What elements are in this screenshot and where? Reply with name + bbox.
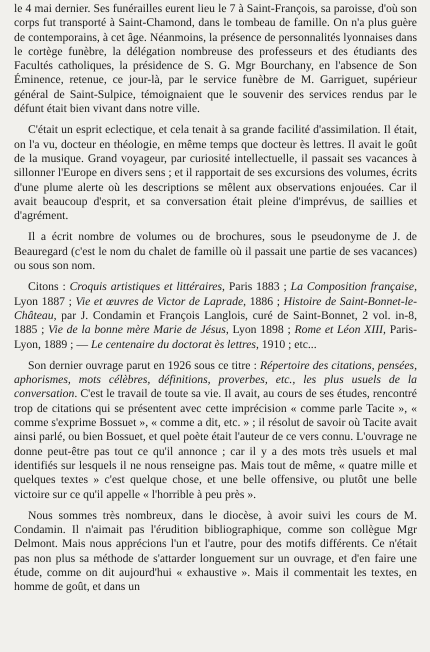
- text-run: , Paris 1883 ;: [222, 280, 291, 294]
- italic-title: Le centenaire du doctorat ès lettres: [90, 337, 256, 351]
- text-run: Il a écrit nombre de volumes ou de brochures, sous le pseudonyme de J. de Beauregard (c'est le nom du chalet de famille où il passait une partie de ses vacances) ou sous son nom.: [14, 230, 417, 273]
- paragraph-p1: [14, 2, 417, 116]
- italic-title: Vie de la bonne mère Marie de Jésus: [48, 323, 226, 337]
- text-run: , Lyon 1898 ;: [225, 323, 295, 337]
- text-run: Nous sommes très nombreux, dans le diocèse, à avoir suivi les cours de M. Condamin. Il n'aimait pas l'érudition bibliographique, comme son collègue Mgr Delmont. Mais nous apprécions l'un et l'autre, pour des motifs différents. Ce n'était pas non plus sa méthode de s'attarder longuement sur un ouvrage, et d'en faire une étude, comme on dit aujourd'hui « exhaustive ». Mais il commentait les textes, en homme de goût, et dans un: [14, 508, 417, 594]
- paragraph-p5: [14, 359, 417, 502]
- text-run: , Lyon 1887 ;: [14, 280, 417, 308]
- italic-title: La Composition française: [290, 280, 415, 294]
- text-run: C'était un esprit eclectique, et cela tenait à sa grande facilité d'assimilation. Il était, on l'a vu, docteur en théologie, en même temps que docteur ès lettres. Il avait le goût de la musique. Grand voyageur, par curiosité intellectuelle, il passait ses vacances à sillonner l'Europe en divers sens ; et il rapportait de ses excursions des volumes, écrits d'une plume alerte où les descriptions se mêlent aux observations enjouées. Car il avait beaucoup d'esprit, et sa conversation était pleine d'imprévus, de saillies et d'agrément.: [14, 123, 417, 223]
- text-run: . C'est le travail de toute sa vie. Il avait, au cours de ses études, rencontré trop de citations qui se présentent avec cette imprécision « comme parle Tacite », « comme s'exprime Bossuet », « comme a dit, etc. » ; il résolut de savoir où Tacite avait ainsi parlé, ou bien Bossuet, et quel poète était l'auteur de ce vers connu. L'ouvrage ne donne peut-être pas tout ce qu'il annonce ; car il y a des mots très usuels et mal identifiés sur lesquels il ne nous renseigne pas. Mais tout de même, « quatre mille et quelques textes » c'est quelque chose, et une belle offensive, ou plutôt une belle victoire sur ce qu'il appelle « l'horrible à peu près ».: [14, 387, 417, 501]
- italic-title: Répertoire des citations, pensées, aphorismes, mots célèbres, définitions, proverbes, etc., les plus usuels de la conversation: [14, 358, 417, 401]
- text-run: , 1886 ;: [243, 294, 284, 308]
- paragraph-p3: [14, 230, 417, 273]
- italic-title: Histoire de Saint-Bonnet-le-Château: [14, 294, 417, 322]
- paragraph-p6: [14, 509, 417, 595]
- text-run: , Paris-Lyon, 1889 ; —: [14, 323, 417, 351]
- text-run: le 4 mai dernier. Ses funérailles eurent lieu le 7 à Saint-François, sa paroisse, d'où son corps fut transporté à Saint-Chamond, dans le tombeau de famille. On n'a plus guère de contemporains, à cet âge. Néanmoins, la présence de personnalités lyonnaises dans le cortège funèbre, la délégation nombreuse des professeurs et des étudiants des Facultés catholiques, la présidence de S. G. Mgr Bourchany, en l'absence de Son Éminence, retenue, ce jour-là, par le service funèbre de M. Garriguet, supérieur général de Saint-Sulpice, témoignaient que le souvenir des services rendus par le défunt était bien vivant dans notre ville.: [14, 2, 417, 116]
- text-run: , par J. Condamin et François Langlois, curé de Saint-Bonnet, 2 vol. in-8, 1885 ;: [14, 308, 417, 337]
- text-run: , 1910 ; etc...: [255, 337, 317, 351]
- text-run: Citons :: [28, 280, 70, 294]
- text-run: Son dernier ouvrage parut en 1926 sous ce titre :: [28, 358, 260, 372]
- italic-title: Croquis artistiques et littéraires: [69, 280, 223, 294]
- italic-title: Vie et œuvres de Victor de Laprade: [75, 294, 244, 308]
- paragraph-p2: [14, 123, 417, 223]
- italic-title: Rome et Léon XIII: [294, 323, 384, 337]
- paragraph-p4: [14, 280, 417, 351]
